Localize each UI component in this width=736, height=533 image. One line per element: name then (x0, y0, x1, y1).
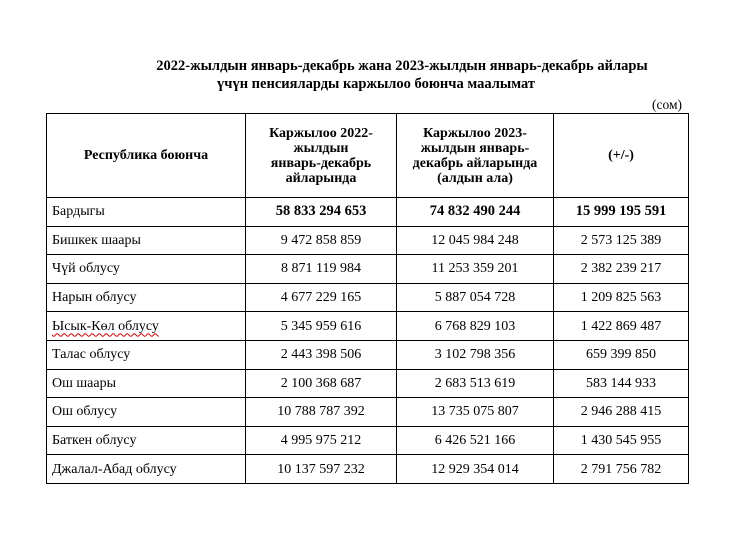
row-value-2023: 6 768 829 103 (397, 312, 554, 341)
row-value-2022: 8 871 119 984 (246, 255, 397, 284)
row-name: Бардыгы (47, 198, 246, 227)
row-value-2022: 4 677 229 165 (246, 283, 397, 312)
table-row (47, 426, 689, 455)
row-difference: 2 791 756 782 (554, 455, 689, 484)
row-value-2022: 2 100 368 687 (246, 369, 397, 398)
row-value-2022: 4 995 975 212 (246, 426, 397, 455)
row-name: Чүй облусу (47, 255, 246, 284)
header-region: Республика боюнча (47, 114, 246, 198)
table-row (47, 369, 689, 398)
row-difference: 583 144 933 (554, 369, 689, 398)
row-name: Ош облусу (47, 398, 246, 427)
row-value-2022: 10 788 787 392 (246, 398, 397, 427)
row-value-2022: 9 472 858 859 (246, 226, 397, 255)
row-value-2022: 10 137 597 232 (246, 455, 397, 484)
row-value-2022: 5 345 959 616 (246, 312, 397, 341)
table-header-row (47, 114, 689, 198)
document-title-line-2: үчүн пенсияларды каржылоо боюнча маалымат (217, 76, 535, 92)
row-value-2023: 5 887 054 728 (397, 283, 554, 312)
row-name: Джалал-Абад облусу (47, 455, 246, 484)
table-row (47, 312, 689, 341)
table-row-total (47, 198, 689, 227)
row-difference: 2 946 288 415 (554, 398, 689, 427)
row-difference: 2 573 125 389 (554, 226, 689, 255)
currency-unit: (сом) (652, 97, 683, 112)
row-value-2022: 2 443 398 506 (246, 340, 397, 369)
pension-funding-table (46, 113, 689, 484)
table-row (47, 455, 689, 484)
document-title-line-1: 2022-жылдын январь-декабрь жана 2023-жылдын январь-декабрь айлары (156, 58, 648, 74)
row-name: Нарын облусу (47, 283, 246, 312)
table-row (47, 398, 689, 427)
row-difference: 1 209 825 563 (554, 283, 689, 312)
header-funding-2023: Каржылоо 2023-жылдын январь-декабрь айларында (алдын ала) (397, 114, 554, 198)
table-row (47, 255, 689, 284)
row-name: Талас облусу (47, 340, 246, 369)
row-difference: 2 382 239 217 (554, 255, 689, 284)
row-value-2023: 12 929 354 014 (397, 455, 554, 484)
row-difference: 1 430 545 955 (554, 426, 689, 455)
row-value-2023: 12 045 984 248 (397, 226, 554, 255)
row-value-2023: 74 832 490 244 (397, 198, 554, 227)
row-value-2023: 13 735 075 807 (397, 398, 554, 427)
row-name: Ош шаары (47, 369, 246, 398)
table-row (47, 226, 689, 255)
row-difference: 659 399 850 (554, 340, 689, 369)
header-funding-2022: Каржылоо 2022-жылдын январь-декабрь айларында (246, 114, 397, 198)
row-difference: 15 999 195 591 (554, 198, 689, 227)
table-row (47, 283, 689, 312)
row-value-2022: 58 833 294 653 (246, 198, 397, 227)
table-row (47, 340, 689, 369)
row-name (47, 312, 246, 341)
row-name-text: Ысык-Көл облусу (52, 318, 159, 334)
row-value-2023: 6 426 521 166 (397, 426, 554, 455)
row-value-2023: 11 253 359 201 (397, 255, 554, 284)
row-value-2023: 2 683 513 619 (397, 369, 554, 398)
row-name: Баткен облусу (47, 426, 246, 455)
row-name: Бишкек шаары (47, 226, 246, 255)
row-value-2023: 3 102 798 356 (397, 340, 554, 369)
header-difference: (+/-) (554, 114, 689, 198)
row-difference: 1 422 869 487 (554, 312, 689, 341)
